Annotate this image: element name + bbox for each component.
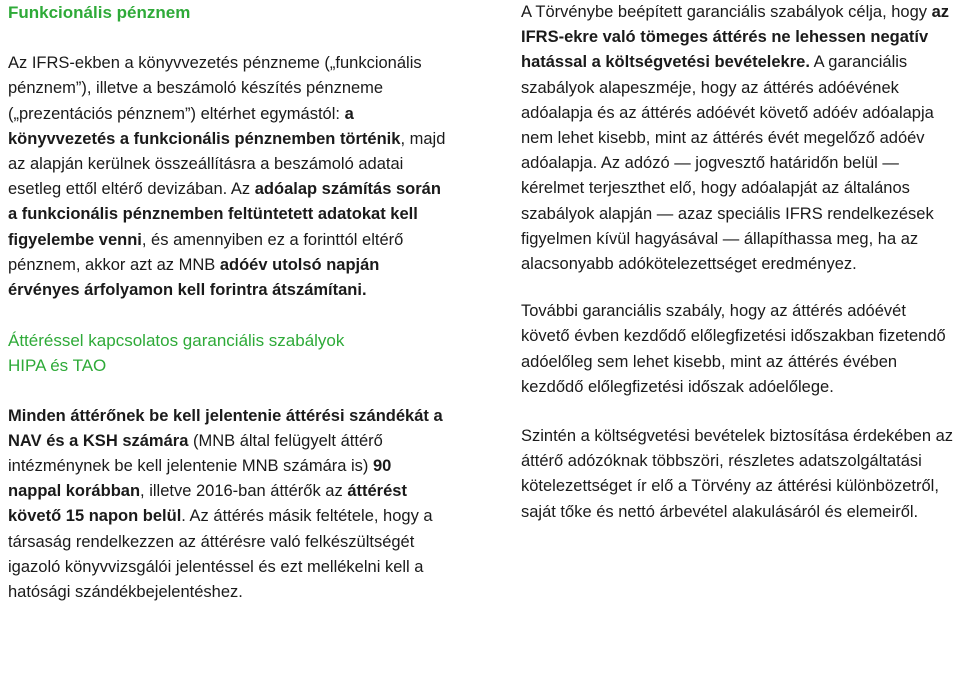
text-run: , illetve 2016-ban áttérők az: [140, 482, 348, 501]
text-run: A garanciális szabályok alapeszméje, hogy az áttérés adóévének adóalapja és az áttérés adóévét követő adóév adóalapja nem lehet kisebb, mint az áttérés évét megelőző adóév adóalapja. Az adózó ― jogvesztő határidőn belül ― kérelmet terjeszthet elő, hogy adóalapját az általános szabályok alapján ― azaz speciális IFRS rendelkezések figyelmen kívül hagyásával ― állapíthassa meg, ha az alacsonyabb adókötelezettséget eredményez.: [521, 53, 934, 274]
reporting-obligation-paragraph: Szintén a költségvetési bevételek biztosítása érdekében az áttérő adózóknak többszöri, részletes adatszolgáltatási kötelezettséget ír elő a Törvény az áttérési különbözetről, saját tőke és nettó árbevétel alakulásáról és elemeiről.: [521, 427, 954, 521]
advance-payment-paragraph: További garanciális szabály, hogy az áttérés adóévét követő évben kezdődő előlegfizetési időszakban fizetendő adóelőleg sem lehet kisebb, mint az áttérés évében kezdődő előlegfizetési időszak adóelőlege.: [521, 302, 946, 396]
bold-run: adóév utolsó napján érvényes árfolyamon kell forintra átszámítani.: [8, 255, 380, 300]
text-run: Az IFRS-ekben a könyvvezetés pénzneme („funkcionális pénznem”), illetve a beszámoló készítés pénzneme („prezentációs pénznem”) eltérhet egymástól:: [8, 54, 422, 123]
guarantee-rules-paragraph: [521, 0, 953, 277]
left-column: [8, 0, 448, 605]
bold-run: a könyvvezetés a funkcionális pénznemben történik: [8, 104, 401, 148]
section-subtitle: [8, 328, 448, 378]
text-run: A Törvénybe beépített garanciális szabályok célja, hogy: [521, 3, 932, 21]
bold-run: az IFRS-ekre való tömeges áttérés ne lehessen negatív hatással a költségvetési bevételekre.: [521, 3, 950, 72]
bold-run: 90 nappal korábban: [8, 457, 392, 501]
text-run: . Az áttérés másik feltétele, hogy a társaság rendelkezzen az áttérésre való felkészültségét igazoló könyvvizsgálói jelentéssel és ezt mellékelni kell a hatósági szándékbejelentéshez.: [8, 507, 433, 602]
right-column: [521, 0, 953, 525]
subtitle-line-1: Áttéréssel kapcsolatos garanciális szabályok: [8, 331, 345, 351]
text-run: , majd az alapján kerülnek összeállításra a beszámoló adatai esetleg ettől eltérő devizában. Az: [8, 129, 446, 199]
bold-run: adóalap számítás során a funkcionális pénznemben feltüntetett adatokat kell figyelembe venni: [8, 180, 441, 249]
text-run: , és amennyiben ez a forinttól eltérő pénznem, akkor azt az MNB: [8, 230, 404, 274]
bold-run: Minden áttérőnek be kell jelentenie áttérési szándékát a NAV és a KSH számára: [8, 406, 443, 450]
functional-currency-paragraph: [8, 51, 448, 303]
bold-run: áttérést követő 15 napon belül: [8, 482, 407, 526]
subtitle-line-2: HIPA és TAO: [8, 356, 107, 376]
section-title: Funkcionális pénznem: [8, 3, 191, 22]
notification-paragraph: [8, 404, 448, 606]
text-run: (MNB által felügyelt áttérő intézménynek be kell jelentenie MNB számára is): [8, 431, 383, 476]
